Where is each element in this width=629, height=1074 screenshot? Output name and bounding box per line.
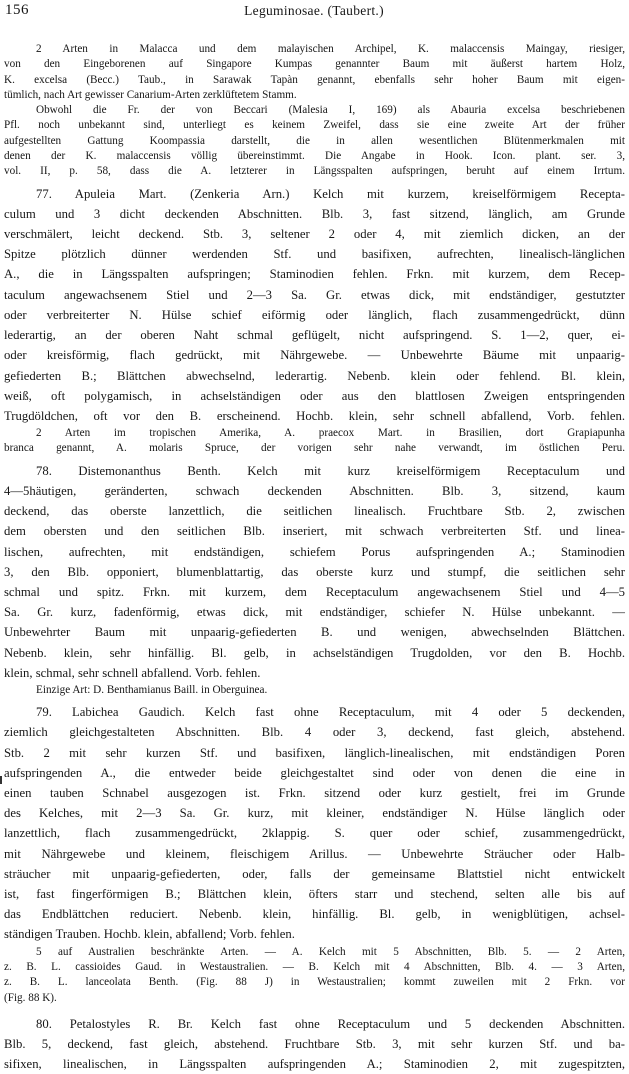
text-line: lischen, aufrechten, mit endständigen, schiefem Porus aufspringenden A.; Staminodien xyxy=(4,544,625,559)
text-line: mit Nährgewebe und kleinem, fleischigem Arillus. — Unbewehrte Sträucher oder Halb- xyxy=(4,846,625,861)
text-line: Pfl. noch unbekannt sind, unterliegt es keinem Zweifel, dass sie eine zweite Art der früher xyxy=(4,119,625,132)
text-line: ziemlich gleichgestalteten Abschnitten. Blb. 4 oder 3, deckend, fast gleich, abstehend. xyxy=(4,725,625,740)
text-line: tümlich, nach Art gewisser Canarium-Arten zerklüftetem Stamm. xyxy=(4,88,297,101)
text-line: 2 Arten in Malacca und dem malayischen Archipel, K. malaccensis Maingay, riesiger, xyxy=(36,43,625,55)
text-line: dem obersten und den seitlichen Blb. inseriert, mit schwach verbreiterten Stf. und linea- xyxy=(4,524,625,539)
species-note-line: Einzige Art: D. Benthamianus Baill. in Oberguinea. xyxy=(36,683,268,696)
species-note-line: 2 Arten im tropischen Amerika, A. praecox Mart. in Brasilien, dort Grapiapunha xyxy=(36,427,625,440)
text-line: oder verbreiterter N. Hülse schief eiförmig oder länglich, flach zusammengedrückt, dünn xyxy=(4,307,625,322)
text-line: ist, fast fingerförmigen B.; Blättchen klein, öfters starr und stechend, selten alle bis auf xyxy=(4,887,625,902)
text-line: lanzettlich, flach zusammengedrückt, 2klappig. S. quer oder schief, zusammengedrückt, xyxy=(4,826,625,841)
text-line: weiß, oft polygamisch, in achselständigen oder aus den blattlosen Zweigen entspringenden xyxy=(4,388,625,403)
species-note-line: 5 auf Australien beschränkte Arten. — A. Kelch mit 5 Abschnitten, Blb. 5. — 2 Arten, xyxy=(36,945,625,958)
text-line: vol. II, p. 58, dass die A. letzterer in Längsspalten aufspringen, beruht auf einem Irrtum. xyxy=(4,165,625,178)
text-line: taculum angewachsenem Stiel und 2—3 Sa. Gr. etwas dick, mit endständiger, gestutzter xyxy=(4,287,625,302)
text-line: sträucher mit unpaarig-gefiederten, oder, falls der gemeinsame Blattstiel nicht entwickelt xyxy=(4,866,625,881)
genus-heading-line: 79. Labichea Gaudich. Kelch fast ohne Receptaculum, mit 4 oder 5 deckenden, xyxy=(36,705,625,720)
text-line: denen der K. malaccensis völlig übereinstimmt. Die Angabe in Hook. Icon. plant. ser. 3, xyxy=(4,150,625,163)
text-line: A., die in Längsspalten aufspringen; Staminodien fehlen. Frkn. mit kurzem, dem Recep- xyxy=(4,267,625,282)
text-line: Spitze plötzlich dünner werdenden Stf. und basifixen, aufrechten, linealisch-länglichen xyxy=(4,247,625,262)
species-note-line: z. B. L. cassioides Gaud. in Westaustralien. — B. Kelch mit 4 Abschnitten, Blb. 4. — 3 Arten, xyxy=(4,960,625,973)
text-line: verschmälert, leicht deckend. Stb. 3, seltener 2 oder 4, mit ziemlich dicken, an der xyxy=(4,227,625,242)
text-line: schmal und spitz. Frkn. mit kurzem, dem Receptaculum angewachsenem Stiel und 4—5 xyxy=(4,584,625,599)
text-line: deckend, das oberste lanzettlich, die seitlichen linealisch. Fruchtbare Stb. 2, zwischen xyxy=(4,504,625,519)
text-line: gefiederten B.; Blättchen abwechselnd, lederartig. Nebenb. klein oder fehlend. Bl. klein, xyxy=(4,368,625,383)
text-line: Trugdöldchen, oft vor den B. erscheinend. Hochb. klein, sehr schnell abfallend, Vorb. fehlen. xyxy=(4,408,625,423)
text-line: Unbewehrter Baum mit unpaarig-gefiederten B. und wenigen, abwechselnden Blättchen. xyxy=(4,625,625,640)
genus-entry-petalostyles xyxy=(4,1014,625,1074)
text-line: von den Eingeborenen auf Singapore Kumpas genannter Baum mit äußerst hartem Holz, xyxy=(4,58,625,71)
text-line: Obwohl die Fr. der von Beccari (Malesia I, 169) als Abauria excelsa beschriebenen xyxy=(36,104,625,117)
koompassia-species-note xyxy=(4,42,625,180)
genus-heading-line: 77. Apuleia Mart. (Zenkeria Arn.) Kelch mit kurzem, kreiselförmigem Recepta- xyxy=(36,186,625,201)
text-line: sifixen, linealischen, in Längsspalten aufspringenden A.; Staminodien 2, mit zugespitzten, xyxy=(4,1057,625,1072)
running-title: Leguminosae. (Taubert.) xyxy=(244,3,384,18)
text-line: aufgestellten Gattung Koompassia darstellt, die in allen wesentlichen Blütenmerkmalen mit xyxy=(4,134,625,147)
text-line: K. excelsa (Becc.) Taub., in Sarawak Tapàn genannt, ebenfalls sehr hoher Baum mit eigen- xyxy=(4,73,625,86)
text-line: lederartig, an der oberen Naht schmal geflügelt, nicht aufspringend. S. 1—2, quer, ei- xyxy=(4,328,625,343)
text-line: klein, schmal, sehr schnell abfallend. Vorb. fehlen. xyxy=(4,665,261,680)
species-note-line: (Fig. 88 K). xyxy=(4,991,57,1004)
genus-entry-apuleia xyxy=(4,184,625,457)
genus-heading-line: 80. Petalostyles R. Br. Kelch fast ohne Receptaculum und 5 deckenden Abschnitten. xyxy=(36,1016,625,1031)
species-note-line: branca genannt, A. molaris Spruce, der vorigen sehr nahe verwandt, im östlichen Peru. xyxy=(4,442,625,455)
margin-mark xyxy=(0,776,2,784)
text-line: Nebenb. klein, sehr hinfällig. Bl. gelb, in achselständigen Trugdolden, vor den B. Hochb. xyxy=(4,645,625,660)
text-line: 4—5häutigen, geränderten, schwach deckenden Abschnitten. Blb. 3, sitzend, kaum xyxy=(4,483,625,498)
text-line: Blb. 5, deckend, fast gleich, abstehend. Fruchtbare Stb. 3, mit sehr kurzen Stf. und ba- xyxy=(4,1037,625,1052)
genus-entry-labichea xyxy=(4,702,625,1006)
text-line: culum und 3 dicht deckenden Abschnitten. Blb. 3, fast sitzend, länglich, am Grunde xyxy=(4,206,625,221)
text-line: Sa. Gr. kurz, fadenförmig, etwas dick, mit endständiger, schiefer N. Hülse unbekannt. — xyxy=(4,605,625,620)
text-line: des Kelches, mit 2—3 Sa. Gr. kurz, mit kleiner, endständiger N. Hülse länglich oder xyxy=(4,806,625,821)
text-line: 3, den Blb. opponiert, blumenblattartig, das oberste kurz und stumpf, die seitlichen sehr xyxy=(4,564,625,579)
page-header xyxy=(4,0,624,24)
genus-heading-line: 78. Distemonanthus Benth. Kelch mit kurz kreiselförmigem Receptaculum und xyxy=(36,463,625,478)
text-line: ständigen Trauben. Hochb. klein, abfallend; Vorb. fehlen. xyxy=(4,927,295,942)
text-line: oder kreisförmig, flach gedrückt, mit Nährgewebe. — Unbewehrte Bäume mit unpaarig- xyxy=(4,348,625,363)
text-line: das Endblättchen reduciert. Nebenb. klein, hinfällig. Bl. gelb, in wenigblütigen, achsel- xyxy=(4,907,625,922)
genus-entry-distemonanthus xyxy=(4,461,625,699)
page-number: 156 xyxy=(5,2,29,18)
text-line: einen tauben Schnabel ausgezogen ist. Frkn. sitzend oder kurz gestielt, frei im Grunde xyxy=(4,786,625,801)
text-line: aufspringenden A., die entweder beide gleichgestaltet sind oder von denen die eine in xyxy=(4,765,625,780)
species-note-line: z. B. L. lanceolata Benth. (Fig. 88 J) in Westaustralien; kommt zuweilen mit 2 Frkn. vor xyxy=(4,976,625,989)
page-body xyxy=(4,42,625,1074)
text-line: Stb. 2 mit sehr kurzen Stf. und basifixen, länglich-linealischen, mit endständigen Poren xyxy=(4,745,625,760)
